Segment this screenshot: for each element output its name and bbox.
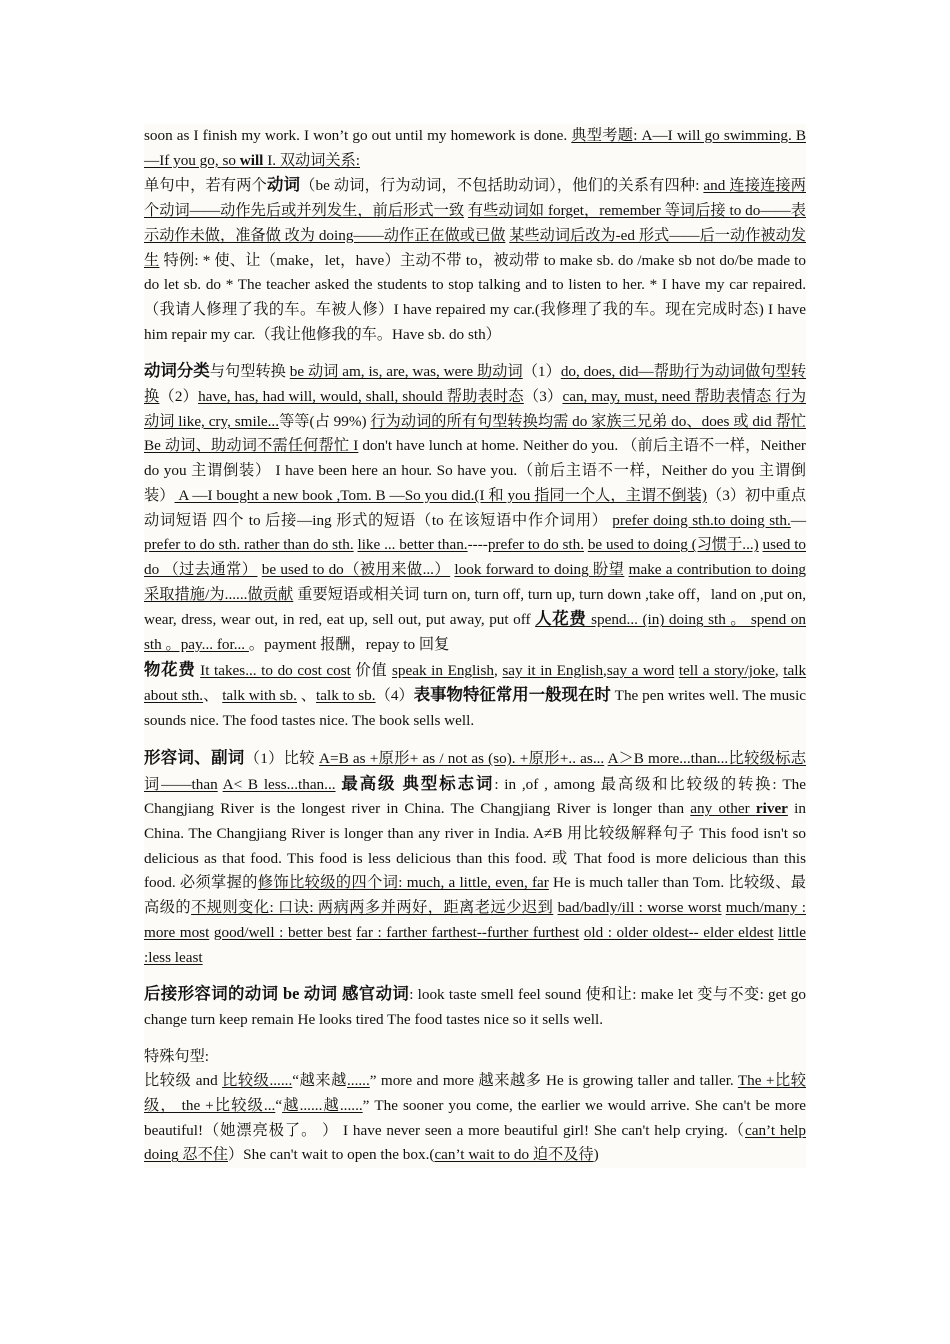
- underlined-phrase: look forward to doing 盼望: [454, 560, 625, 578]
- underlined-phrase: like ... better than.: [357, 536, 468, 554]
- underlined-phrase: be used to do（被用来做...）: [261, 560, 451, 578]
- heading-term: 最高级 典型标志词: [341, 773, 495, 793]
- underlined-phrase: 越......越......: [282, 1097, 363, 1115]
- paragraph-linking-verbs: [144, 982, 806, 1032]
- text-run: （be 动词，行为动词，不包括助动词），他们的关系有四种:: [300, 177, 704, 195]
- underlined-phrase: bad/badly/ill : worse worst: [557, 899, 722, 917]
- paragraph-continuation: [144, 124, 806, 173]
- underlined-phrase: good/well : better best: [213, 923, 352, 941]
- text-run: ” The sooner you come, the earlier we would arrive. She can't be more beautiful!（她漂亮极了。 ） I have never seen a more beautiful girl! She can't help crying.（: [144, 1097, 806, 1139]
- paragraph-special-patterns-heading: [144, 1045, 806, 1070]
- underlined-phrase: make a contribution to doing 采取措施/为......做贡献: [144, 560, 807, 603]
- underlined-phrase: river: [755, 800, 788, 818]
- underlined-phrase: 比较级......: [222, 1072, 293, 1090]
- text-run: 比较级 and: [144, 1072, 223, 1090]
- heading-term: 动词分类: [144, 361, 210, 381]
- paragraph-thing-cost: [144, 658, 806, 734]
- text-run: ): [593, 1146, 599, 1164]
- text-run: The pen writes well. The music sounds nice. The food tastes nice. The book sells well.: [144, 687, 807, 730]
- underlined-phrase: old : older oldest-- elder eldest: [583, 923, 774, 941]
- underlined-phrase: prefer to do sth.: [487, 536, 585, 554]
- underlined-phrase: and 连接连接两个动词——动作先后或并列发生，前后形式一致: [144, 177, 806, 220]
- text-run: 特例: * 使、让（make，let，have）主动不带 to，被动带 to make sb. do /make sb not do/be made to do let sb. do * The teacher asked the students to stop talking and to listen to her. * I have my car repaired.（我请人修理了我的车。车被人修）I have repaired my car.(我修理了我的车。现在完成时态) I have him repair my car.（我让他修我的车。Have sb. do sth）: [144, 251, 806, 343]
- underlined-phrase: 有些动词如 forget，remember 等词后接 to do——表示动作未做，准备做 改为 doing——动作正在做或已做: [144, 202, 806, 244]
- text-run: 价值: [350, 661, 392, 679]
- text-run: （1）比较: [244, 749, 320, 767]
- underlined-phrase: 典型考题: A—I will go swimming. B—If you go, so: [144, 127, 806, 169]
- text-run: 。payment 报酬，repay to 回复: [248, 636, 450, 654]
- text-run: （3）初中重点动词短语 四个 to 后接—ing 形式的短语（to 在该短语中作介词用）: [144, 486, 807, 529]
- underlined-phrase: used to do （过去通常）: [144, 536, 807, 578]
- heading-term: 表事物特征常用一般现在时: [413, 685, 611, 705]
- underlined-phrase: A＞B more...than...比较级标志词——than: [144, 749, 807, 793]
- text-run: 单句中，若有两个: [144, 177, 267, 195]
- underlined-phrase: any other: [690, 800, 756, 818]
- text-run: （2）: [159, 388, 199, 406]
- text-run: （4）: [375, 687, 414, 705]
- underlined-phrase: 不规则变化: 口诀: 两病两多并两好，距离老远少迟到: [191, 899, 554, 917]
- paragraph-gap: [144, 734, 806, 746]
- underlined-phrase: be used to doing (习惯于...): [587, 536, 759, 554]
- underlined-phrase: will: [239, 151, 264, 169]
- paragraph-double-verbs: [144, 173, 806, 347]
- paragraph-adjectives-adverbs: [144, 746, 806, 970]
- underlined-phrase: A —I bought a new book ,Tom. B —So you did.(I 和 you 指同一个人，主谓不倒装): [174, 486, 707, 504]
- text-run: —: [790, 511, 806, 529]
- text-run: “: [275, 1097, 283, 1115]
- text-run: don't have lunch at home. Neither do you. （前后主语不一样，Neither do you 主谓倒装） I have been here an hour. So have you.（前后主语不一样，Neither do you 主谓倒装）: [144, 437, 806, 504]
- text-run: “越来越: [292, 1072, 347, 1090]
- document-body: [144, 124, 806, 1168]
- text-run: （3）: [523, 388, 563, 406]
- text-run: ” more and more 越来越多 He is growing taller and taller.: [369, 1072, 738, 1090]
- text-run: ,: [493, 661, 503, 679]
- text-run: ）She can't wait to open the box.(: [227, 1146, 435, 1164]
- text-run: （1）: [522, 363, 561, 381]
- text-run: 等等(占 99%): [279, 412, 371, 430]
- heading-term: 形容词、副词: [144, 747, 245, 767]
- underlined-phrase: can, may, must, need 帮助表情态 行为动词 like, cry, smile...: [144, 388, 807, 430]
- paragraph-gap: [144, 1033, 806, 1045]
- text-run: 、: [296, 687, 317, 705]
- underlined-phrase: prefer to do sth. rather than do sth.: [144, 536, 354, 554]
- text-run: soon as I finish my work. I won’t go out until my homework is done.: [144, 127, 572, 144]
- underlined-phrase: be 动词 am, is, are, was, were 助动词: [289, 363, 523, 381]
- underlined-phrase: talk about sth.: [144, 661, 807, 705]
- text-run: ,: [603, 661, 607, 679]
- text-run: 、: [203, 687, 223, 705]
- heading-term: 后接形容词的动词 be 动词 感官动词: [144, 984, 410, 1004]
- heading-term: 动词: [267, 175, 301, 195]
- underlined-phrase: do, does, did—帮助行为动词做句型转换: [144, 363, 807, 406]
- underlined-phrase: spend... (in) doing sth 。 spend on sth 。pay... for...: [144, 611, 806, 654]
- text-run: in China. The Changjiang River is longer than any river in India. A≠B 用比较级解释句子 This food isn't so delicious as that food. This food is less delicious than this food. 或 That food is more delicious than this food. 必须掌握的: [144, 800, 806, 892]
- underlined-phrase: can’t wait to do 迫不及待: [434, 1146, 594, 1164]
- text-run: 与句型转换: [209, 363, 290, 381]
- underlined-phrase: ......: [346, 1072, 370, 1090]
- underlined-phrase: say a word: [606, 661, 675, 679]
- underlined-phrase: The +比较级， the +比较级...: [144, 1072, 806, 1115]
- underlined-phrase: talk with sb.: [222, 687, 297, 705]
- underlined-phrase: talk to sb.: [316, 687, 376, 705]
- text-run: : in ,of , among 最高级和比较级的转换: The Changjiang River is the longest river in China. The Changjiang River is longer than: [144, 775, 806, 818]
- underlined-phrase: say it in English: [502, 661, 604, 679]
- underlined-phrase: speak in English: [392, 661, 494, 679]
- underlined-phrase: 修饰比较级的四个词: much, a little, even, far: [257, 874, 549, 892]
- underlined-phrase: It takes... to do cost cost: [200, 661, 351, 679]
- underlined-phrase: little :less least: [144, 923, 807, 966]
- paragraph-special-patterns: [144, 1069, 806, 1168]
- underlined-phrase: I. 双动词关系:: [263, 151, 361, 169]
- text-run: 重要短语或相关词 turn on, turn off, turn up, turn down ,take off，land on ,put on, wear, dress, wear out, in red, eat up, sell out, put away, put off: [144, 585, 806, 629]
- underlined-phrase: have, has, had will, would, shall, should 帮助表时态: [198, 388, 524, 406]
- paragraph-gap: [144, 347, 806, 359]
- text-run: ----: [467, 536, 488, 554]
- underlined-phrase: far : farther farthest--further furthest: [356, 923, 580, 941]
- text-run: He is much taller than Tom. 比较级、最高级的: [144, 874, 806, 917]
- text-run: : look taste smell feel sound 使和让: make let 变与不变: get go change turn keep remain He looks tired The food tastes nice so it sells well.: [144, 986, 806, 1028]
- underlined-phrase: A=B as +原形+ as / not as (so). +原形+.. as...: [319, 749, 605, 767]
- paragraph-verb-classification: [144, 359, 806, 657]
- underlined-phrase: can’t help doing 忍不住: [144, 1121, 807, 1164]
- underlined-phrase: prefer doing sth.to doing sth.: [612, 511, 791, 529]
- text-run: 特殊句型:: [144, 1047, 209, 1065]
- heading-term: 人花费: [535, 609, 587, 629]
- underlined-phrase: A< B less...than...: [222, 775, 336, 793]
- heading-term: 物花费: [144, 659, 196, 679]
- underlined-phrase: much/many : more most: [144, 899, 807, 941]
- underlined-phrase: 行为动词的所有句型转换均需 do 家族三兄弟 do、does 或 did 帮忙 Be 动词、助动词不需任何帮忙 I: [144, 412, 806, 455]
- underlined-phrase: 某些动词后改为-ed 形式——后一动作被动发生: [144, 226, 806, 269]
- text-run: ,: [774, 661, 784, 679]
- paragraph-gap: [144, 970, 806, 982]
- underlined-phrase: tell a story/joke: [678, 661, 775, 679]
